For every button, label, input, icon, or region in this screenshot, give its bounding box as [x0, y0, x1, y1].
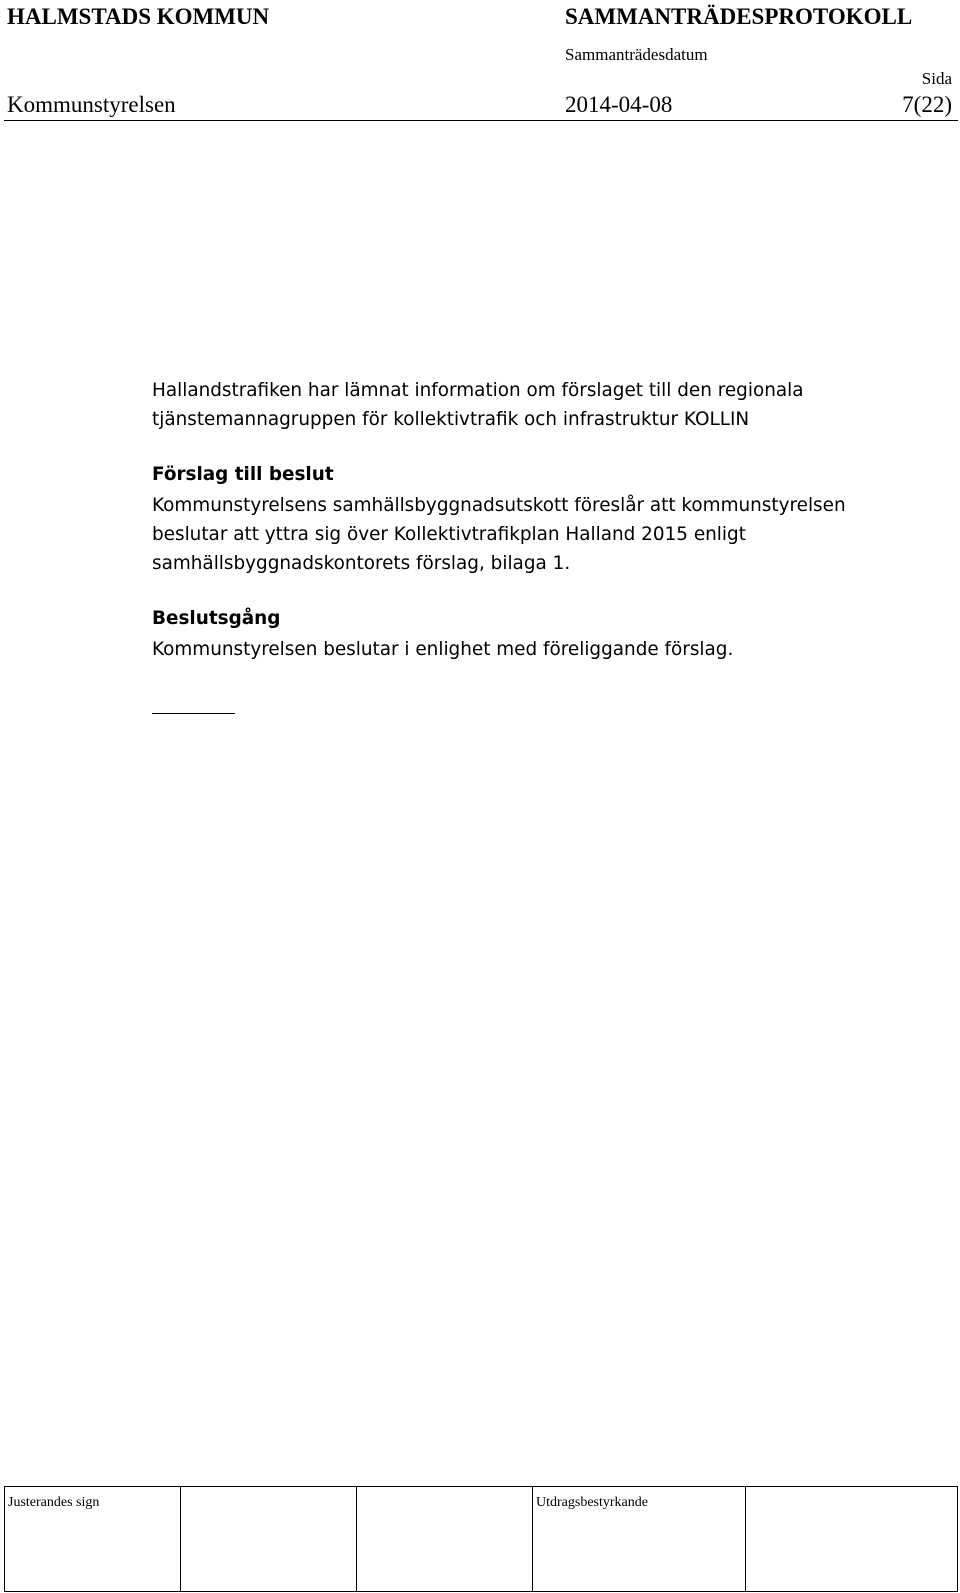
document-type: SAMMANTRÄDESPROTOKOLL: [565, 4, 913, 29]
section-end-rule: [152, 713, 235, 714]
proposal-line: beslutar att yttra sig över Kollektivtrafikplan Halland 2015 enligt: [152, 524, 746, 545]
proposal-line: Kommunstyrelsens samhällsbyggnadsutskott föreslår att kommunstyrelsen: [152, 495, 846, 516]
signature-table: [4, 1486, 958, 1592]
decision-heading: Beslutsgång: [152, 608, 281, 629]
page-number: 7(22): [902, 92, 952, 117]
decision-line: Kommunstyrelsen beslutar i enlighet med föreliggande förslag.: [152, 639, 734, 660]
signature-cell-justerandes: Justerandes sign: [5, 1487, 181, 1592]
signature-cell: [357, 1487, 533, 1592]
meeting-date: 2014-04-08: [565, 92, 673, 117]
governing-body: Kommunstyrelsen: [7, 92, 176, 117]
signature-cell: [181, 1487, 357, 1592]
signature-cell-utdrag: Utdragsbestyrkande: [533, 1487, 746, 1592]
municipality-name: HALMSTADS KOMMUN: [7, 4, 270, 29]
meeting-date-label: Sammanträdesdatum: [565, 45, 708, 64]
page-label: Sida: [921, 69, 952, 88]
intro-line: Hallandstrafiken har lämnat information om förslaget till den regionala: [152, 380, 804, 401]
header-divider: [4, 120, 958, 121]
signature-cell: [746, 1487, 958, 1592]
proposal-heading: Förslag till beslut: [152, 464, 334, 485]
intro-line: tjänstemannagruppen för kollektivtrafik och infrastruktur KOLLIN: [152, 409, 750, 430]
proposal-line: samhällsbyggnadskontorets förslag, bilaga 1.: [152, 553, 571, 574]
